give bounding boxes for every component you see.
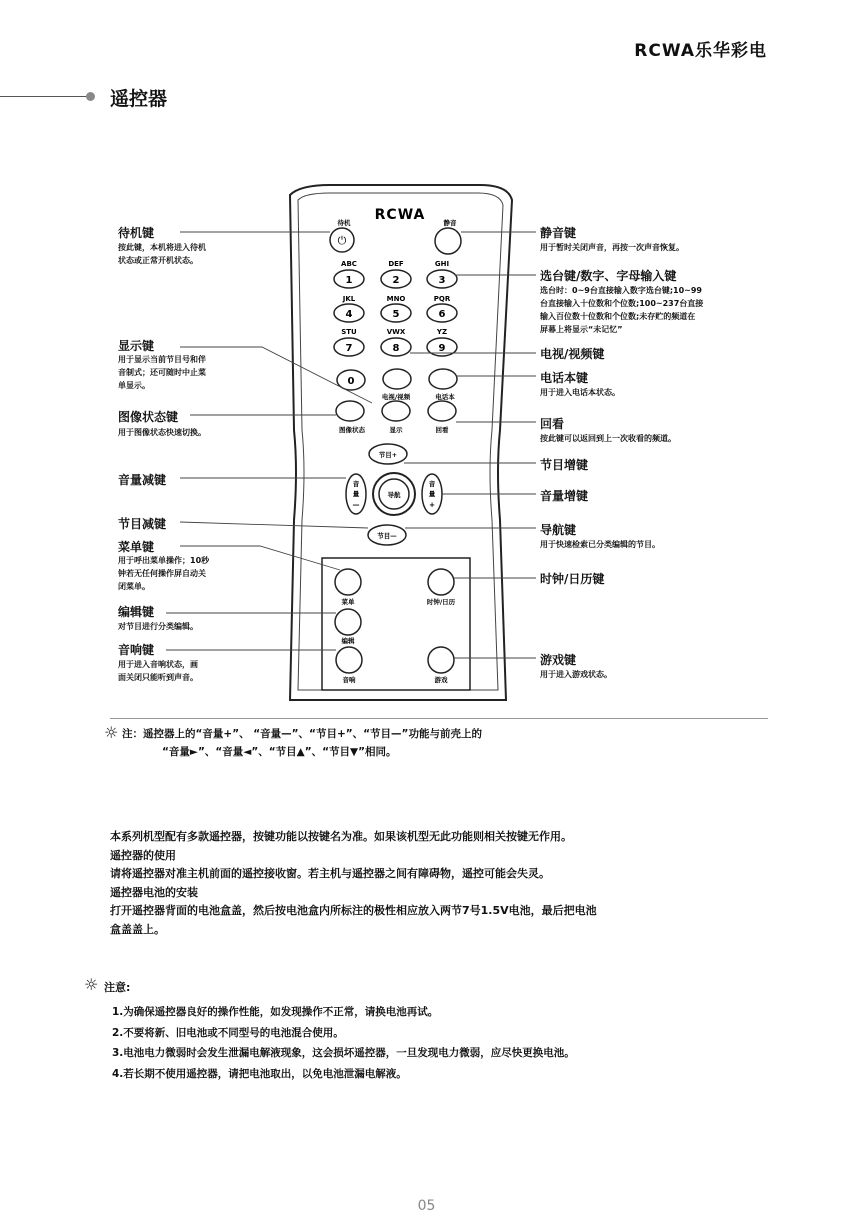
svg-text:菜单: 菜单 <box>341 598 355 606</box>
svg-text:VWX: VWX <box>386 328 406 336</box>
select-key-desc: 选台时：0~9台直接输入数字选台键;10~99 台直接输入十位数和个位数;100~237台直接 输入百位数十位数和个位数;未存贮的频道在 屏幕上将显示“未记忆” <box>540 286 704 334</box>
remote-logo: RCWA <box>374 207 426 223</box>
digit-4: 4 <box>345 309 353 320</box>
list-item: 1.为确保遥控器良好的操作性能，如发现操作不正常，请换电池再试。 <box>112 1006 439 1018</box>
svg-text:图像状态: 图像状态 <box>339 426 365 434</box>
phonebook-key-desc: 用于进入电话本状态。 <box>540 388 620 397</box>
channel-down-key-title: 节目减键 <box>118 517 167 531</box>
svg-text:—: — <box>352 501 360 509</box>
nav-key-title: 导航键 <box>540 523 577 537</box>
svg-text:静音: 静音 <box>443 219 457 227</box>
svg-text:音: 音 <box>352 480 360 488</box>
volume-up-key-title: 音量增键 <box>540 489 589 503</box>
svg-text:编辑: 编辑 <box>341 637 355 645</box>
svg-text:YZ: YZ <box>436 328 448 336</box>
svg-text:量: 量 <box>428 490 436 498</box>
clock-key-title: 时钟/日历键 <box>540 572 605 586</box>
channel-up-key-title: 节目增键 <box>540 458 589 472</box>
mute-button <box>435 228 461 254</box>
svg-text:显示: 显示 <box>389 426 403 434</box>
clock-button <box>428 569 454 595</box>
phonebook-button <box>429 369 457 389</box>
usage-section: 本系列机型配有多款遥控器，按键功能以按键名为准。如果该机型无此功能则相关按键无作用。 遥控器的使用 请将遥控器对准主机前面的遥控接收窗。若主机与遥控器之间有障碍物，遥控可能会失灵。 遥控器电池的安装 打开遥控器背面的电池盒盖，然后按电池盒内所标注的极性相应放入两节7号1.5V电池，最后把电池 盒盖盖上。 <box>110 830 597 936</box>
svg-text:电话本: 电话本 <box>435 393 455 401</box>
recall-button <box>428 401 456 421</box>
digit-1: 1 <box>345 275 353 286</box>
mute-key-title: 静音键 <box>540 226 577 240</box>
svg-text:电视/视频: 电视/视频 <box>381 393 411 401</box>
sun-icon-2: ☼ <box>84 975 99 994</box>
note-keys: 注：遥控器上的“音量+”、 “音量—”、“节目+”、“节目—”功能与前壳上的 “音量►”、“音量◄”、“节目▲”、“节目▼”相同。 <box>122 728 482 758</box>
audio-key-title: 音响键 <box>118 643 155 657</box>
picture-key-desc: 用于图像状态快速切换。 <box>118 428 206 437</box>
brand-logo: RCWA乐华彩电 <box>634 41 767 61</box>
select-key-title: 选台键/数字、字母输入键 <box>540 269 677 283</box>
digit-9: 9 <box>438 343 446 354</box>
picture-key-title: 图像状态键 <box>118 410 179 424</box>
game-button <box>428 647 454 673</box>
svg-text:GHI: GHI <box>434 260 450 268</box>
display-key-title: 显示键 <box>118 339 155 353</box>
tvav-key-title: 电视/视频键 <box>540 347 605 361</box>
svg-text:待机: 待机 <box>337 219 351 227</box>
power-icon: ⏻ <box>337 234 347 247</box>
display-button <box>382 401 410 421</box>
nav-key-desc: 用于快速检索已分类编辑的节目。 <box>540 540 660 549</box>
recall-key-desc: 按此键可以返回到上一次收看的频道。 <box>540 434 676 443</box>
svg-text:+: + <box>429 501 435 509</box>
svg-text:节目+: 节目+ <box>378 451 398 459</box>
svg-text:节目—: 节目— <box>377 532 397 540</box>
svg-text:时钟/日历: 时钟/日历 <box>426 598 456 606</box>
digit-7: 7 <box>345 343 353 354</box>
audio-key-desc: 用于进入音响状态，画 面关闭只能听到声音。 <box>118 660 198 682</box>
svg-text:PQR: PQR <box>433 295 451 303</box>
recall-key-title: 回看 <box>540 417 565 431</box>
volume-down-key-title: 音量减键 <box>118 473 167 487</box>
digit-3: 3 <box>438 275 446 286</box>
game-key-desc: 用于进入游戏状态。 <box>540 670 612 679</box>
edit-key-title: 编辑键 <box>118 605 155 619</box>
list-item: 4.若长期不使用遥控器，请把电池取出，以免电池泄漏电解液。 <box>112 1067 407 1080</box>
digit-8: 8 <box>392 343 400 354</box>
picture-button <box>336 401 364 421</box>
svg-text:音: 音 <box>428 480 436 488</box>
display-key-desc: 用于显示当前节目号和伴 音制式；还可随时中止菜 单显示。 <box>118 355 206 390</box>
svg-text:回看: 回看 <box>435 426 449 434</box>
svg-text:音响: 音响 <box>342 676 356 684</box>
svg-text:量: 量 <box>352 490 360 498</box>
tvav-button <box>383 369 411 389</box>
mute-key-desc: 用于暂时关闭声音，再按一次声音恢复。 <box>540 243 684 252</box>
edit-key-desc: 对节目进行分类编辑。 <box>118 622 198 631</box>
svg-text:ABC: ABC <box>341 260 357 268</box>
list-item: 2.不要将新、旧电池或不同型号的电池混合使用。 <box>112 1026 344 1039</box>
edit-button <box>335 609 361 635</box>
standby-key-desc: 按此键，本机将进入待机 状态或正常开机状态。 <box>118 243 206 265</box>
sun-icon: ☼ <box>104 723 119 742</box>
svg-text:JKL: JKL <box>342 295 356 303</box>
menu-button <box>335 569 361 595</box>
diagram-baseline <box>110 718 768 719</box>
caution-list <box>112 1002 575 1084</box>
digit-5: 5 <box>392 309 400 320</box>
digit-6: 6 <box>438 309 446 320</box>
svg-text:游戏: 游戏 <box>434 676 448 684</box>
svg-text:导航: 导航 <box>387 491 401 499</box>
section-title: 遥控器 <box>110 88 168 110</box>
game-key-title: 游戏键 <box>540 653 577 667</box>
svg-text:MNO: MNO <box>386 295 406 303</box>
svg-text:STU: STU <box>341 328 357 336</box>
audio-button <box>336 647 362 673</box>
standby-key-title: 待机键 <box>118 226 155 240</box>
digit-0: 0 <box>347 376 355 387</box>
svg-text:DEF: DEF <box>388 260 404 268</box>
digit-2: 2 <box>392 275 400 286</box>
phonebook-key-title: 电话本键 <box>540 371 589 385</box>
menu-key-desc: 用于呼出菜单操作；10秒 钟若无任何操作屏自动关 闭菜单。 <box>118 556 210 591</box>
page-number: 05 <box>417 1198 436 1214</box>
menu-key-title: 菜单键 <box>118 540 155 554</box>
caution-title: 注意: <box>104 981 131 994</box>
list-item: 3.电池电力微弱时会发生泄漏电解液现象，这会损坏遥控器，一旦发现电力微弱，应尽快更换电池。 <box>112 1047 575 1059</box>
